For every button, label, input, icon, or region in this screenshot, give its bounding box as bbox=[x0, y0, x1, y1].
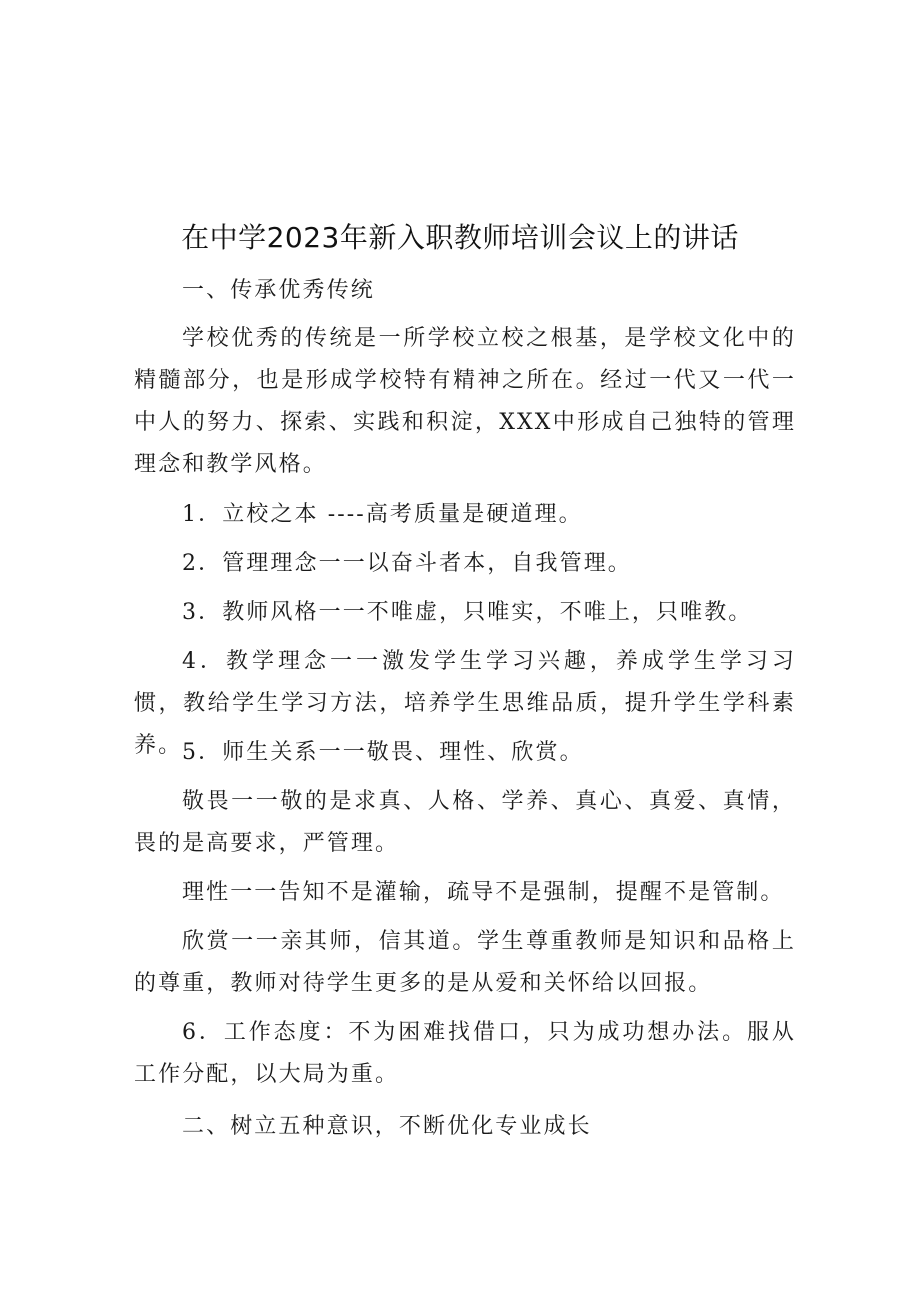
awe-paragraph: 敬畏一一敬的是求真、人格、学养、真心、真爱、真情，畏的是高要求，严管理。 bbox=[134, 789, 796, 856]
intro-paragraph: 学校优秀的传统是一所学校立校之根基，是学校文化中的精髓部分，也是形成学校特有精神之所在。经过一代又一代一中人的努力、探索、实践和积淀，XXX中形成自己独特的管理理念和教学风格。 bbox=[134, 326, 796, 477]
list-item-4: 4．教学理念一一激发学生学习兴趣，养成学生学习习惯，教给学生学习方法，培养学生思维品质，提升学生学科素养。 bbox=[134, 649, 796, 758]
list-item-2: 2．管理理念一一以奋斗者本，自我管理。 bbox=[182, 551, 632, 576]
list-item-6: 6．工作态度：不为困难找借口，只为成功想办法。服从工作分配，以大局为重。 bbox=[134, 1020, 796, 1087]
list-item-1: 1．立校之本 ----高考质量是硬道理。 bbox=[182, 502, 583, 527]
list-item-3: 3．教师风格一一不唯虚，只唯实，不唯上，只唯教。 bbox=[182, 600, 753, 625]
list-item-5: 5．师生关系一一敬畏、理性、欣赏。 bbox=[182, 740, 584, 765]
section-heading-2: 二、树立五种意识，不断优化专业成长 bbox=[182, 1114, 592, 1139]
admire-paragraph: 欣赏一一亲其师，信其道。学生尊重教师是知识和品格上的尊重，教师对待学生更多的是从爱和关怀给以回报。 bbox=[134, 929, 796, 996]
document-title: 在中学2023年新入职教师培训会议上的讲话 bbox=[181, 221, 739, 254]
reason-paragraph: 理性一一告知不是灌输，疏导不是强制，提醒不是管制。 bbox=[182, 880, 785, 905]
section-heading-1: 一、传承优秀传统 bbox=[182, 278, 375, 303]
